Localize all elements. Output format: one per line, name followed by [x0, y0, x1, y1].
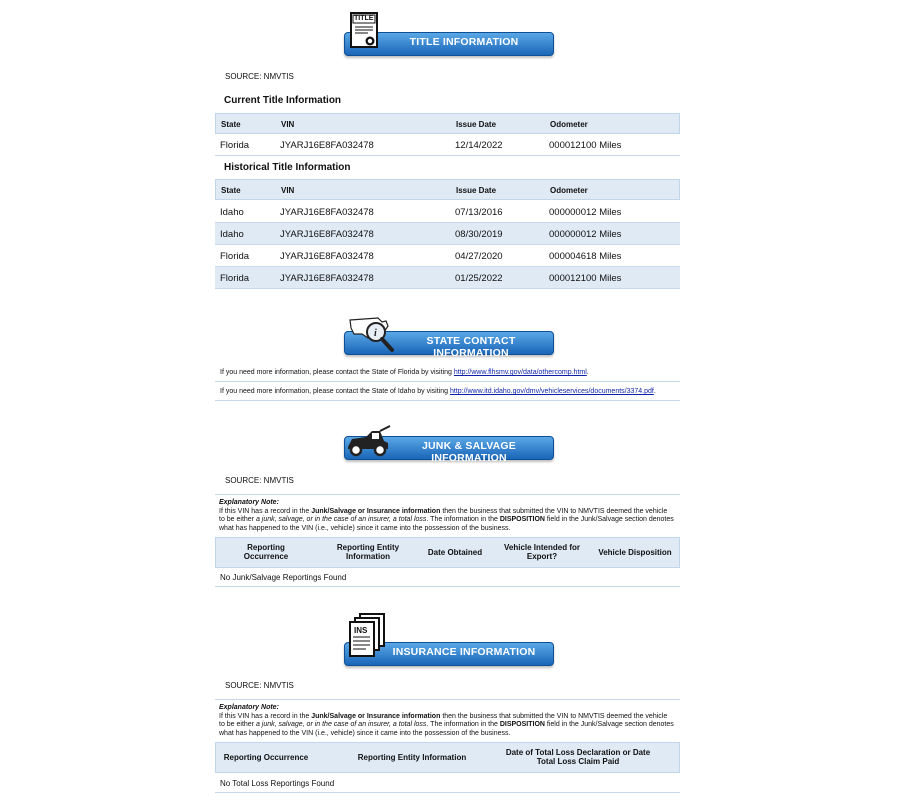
note-label: Explanatory Note: — [219, 499, 279, 506]
col-export: Vehicle Intended for Export? — [503, 543, 580, 561]
historical-title-table-header — [215, 179, 680, 200]
note-text: then the business that submitted the VIN to NMVTIS deemed the vehicle to be either — [219, 507, 668, 524]
contact-end: . — [653, 388, 656, 395]
note-text: field in the Junk/Salvage section denotes what has happened to the VIN (i.e., vehicle) since it came into the possession of the business. — [219, 516, 674, 532]
contact-end: . — [586, 369, 589, 376]
note-label: Explanatory Note: — [219, 704, 279, 711]
col-total-loss-date: Date of Total Loss Declaration or Date Total Loss Claim Paid — [505, 748, 651, 766]
svg-text:i: i — [374, 328, 377, 339]
note-bold: DISPOSITION — [499, 516, 545, 524]
cell-state: Idaho — [220, 229, 244, 240]
cell-issue-date: 01/25/2022 — [455, 273, 503, 284]
col-vin: VIN — [281, 120, 295, 129]
col-reporting-entity: Reporting Entity Information — [336, 543, 400, 561]
table-row — [215, 267, 680, 289]
note-text: If this VIN has a record in the — [219, 712, 312, 720]
cell-vin: JYARJ16E8FA032478 — [280, 140, 374, 151]
banner-label: TITLE INFORMATION — [409, 36, 519, 48]
tow-truck-icon — [346, 425, 392, 457]
col-odometer: Odometer — [550, 186, 588, 195]
note-bold: DISPOSITION — [499, 721, 545, 729]
insurance-icon-label: INS — [354, 626, 368, 635]
note-bold: Junk/Salvage or Insurance information — [311, 507, 441, 515]
cell-odometer: 000000012 Miles — [549, 207, 622, 218]
col-issue-date: Issue Date — [456, 120, 497, 129]
note-text: . The information in the — [426, 516, 500, 524]
florida-contact-link[interactable]: http://www.flhsmv.gov/data/othercomp.html — [453, 369, 587, 376]
table-row — [215, 223, 680, 245]
cell-issue-date: 04/27/2020 — [455, 251, 503, 262]
insurance-empty-message: No Total Loss Reportings Found — [220, 779, 335, 788]
junk-explanatory-note — [219, 499, 674, 533]
divider — [215, 494, 680, 495]
note-text: . The information in the — [426, 721, 500, 729]
title-source: SOURCE: NMVTIS — [225, 72, 294, 81]
cell-state: Florida — [220, 251, 250, 262]
col-reporting-occurrence: Reporting Occurrence — [223, 753, 309, 762]
contact-text — [220, 369, 589, 376]
cell-vin: JYARJ16E8FA032478 — [280, 229, 374, 240]
table-row — [215, 201, 680, 223]
contact-message: If you need more information, please contact the State of Idaho by visiting — [220, 388, 450, 395]
banner-label: JUNK & SALVAGE INFORMATION — [421, 440, 516, 464]
insurance-source: SOURCE: NMVTIS — [225, 681, 294, 690]
cell-odometer: 000012100 Miles — [549, 140, 622, 151]
note-italic: a junk, salvage, or in the case of an insurer, a total loss — [255, 516, 427, 524]
cell-state: Florida — [220, 140, 250, 151]
col-issue-date: Issue Date — [456, 186, 497, 195]
col-disposition: Vehicle Disposition — [598, 548, 672, 557]
col-vin: VIN — [281, 186, 295, 195]
note-body — [219, 713, 674, 739]
banner-label: INSURANCE INFORMATION — [392, 646, 536, 658]
col-state: State — [221, 120, 241, 129]
cell-odometer: 000012100 Miles — [549, 273, 622, 284]
junk-table-header — [215, 537, 680, 568]
contact-text — [220, 388, 656, 395]
insurance-documents-icon — [348, 613, 388, 659]
banner-label: STATE CONTACT INFORMATION — [426, 335, 516, 359]
idaho-contact-link[interactable]: http://www.itd.idaho.gov/dmv/vehicleservices/documents/3374.pdf — [449, 388, 654, 395]
title-document-icon — [350, 12, 380, 50]
historical-title-heading: Historical Title Information — [224, 162, 351, 173]
cell-vin: JYARJ16E8FA032478 — [280, 251, 374, 262]
cell-issue-date: 08/30/2019 — [455, 229, 503, 240]
divider — [215, 699, 680, 700]
table-row — [215, 134, 680, 156]
cell-issue-date: 12/14/2022 — [455, 140, 503, 151]
current-title-heading: Current Title Information — [224, 95, 342, 106]
title-icon-label: TITLE — [354, 15, 374, 22]
insurance-explanatory-note — [219, 704, 674, 738]
note-text: If this VIN has a record in the — [219, 507, 312, 515]
divider — [215, 586, 680, 587]
cell-odometer: 000000012 Miles — [549, 229, 622, 240]
col-date-obtained: Date Obtained — [427, 548, 483, 557]
cell-issue-date: 07/13/2016 — [455, 207, 503, 218]
contact-message: If you need more information, please contact the State of Florida by visiting — [220, 369, 454, 376]
col-odometer: Odometer — [550, 120, 588, 129]
note-italic: a junk, salvage, or in the case of an insurer, a total loss — [255, 721, 427, 729]
current-title-table-header — [215, 113, 680, 134]
contact-line-idaho — [215, 383, 680, 401]
cell-state: Idaho — [220, 207, 244, 218]
col-state: State — [221, 186, 241, 195]
cell-state: Florida — [220, 273, 250, 284]
cell-vin: JYARJ16E8FA032478 — [280, 273, 374, 284]
divider — [215, 792, 680, 793]
insurance-table-header — [215, 742, 680, 773]
junk-empty-message: No Junk/Salvage Reportings Found — [220, 573, 347, 582]
note-text: field in the Junk/Salvage section denotes what has happened to the VIN (i.e., vehicle) since it came into the possession of the business. — [219, 721, 674, 737]
note-body — [219, 508, 674, 534]
note-text: then the business that submitted the VIN to NMVTIS deemed the vehicle to be either — [219, 712, 668, 729]
contact-line-florida — [215, 364, 680, 382]
note-bold: Junk/Salvage or Insurance information — [311, 712, 441, 720]
table-row — [215, 245, 680, 267]
col-reporting-occurrence: Reporting Occurrence — [243, 543, 289, 561]
col-reporting-entity: Reporting Entity Information — [357, 753, 467, 762]
junk-source: SOURCE: NMVTIS — [225, 476, 294, 485]
cell-odometer: 000004618 Miles — [549, 251, 622, 262]
us-map-magnifier-icon — [348, 314, 400, 354]
cell-vin: JYARJ16E8FA032478 — [280, 207, 374, 218]
